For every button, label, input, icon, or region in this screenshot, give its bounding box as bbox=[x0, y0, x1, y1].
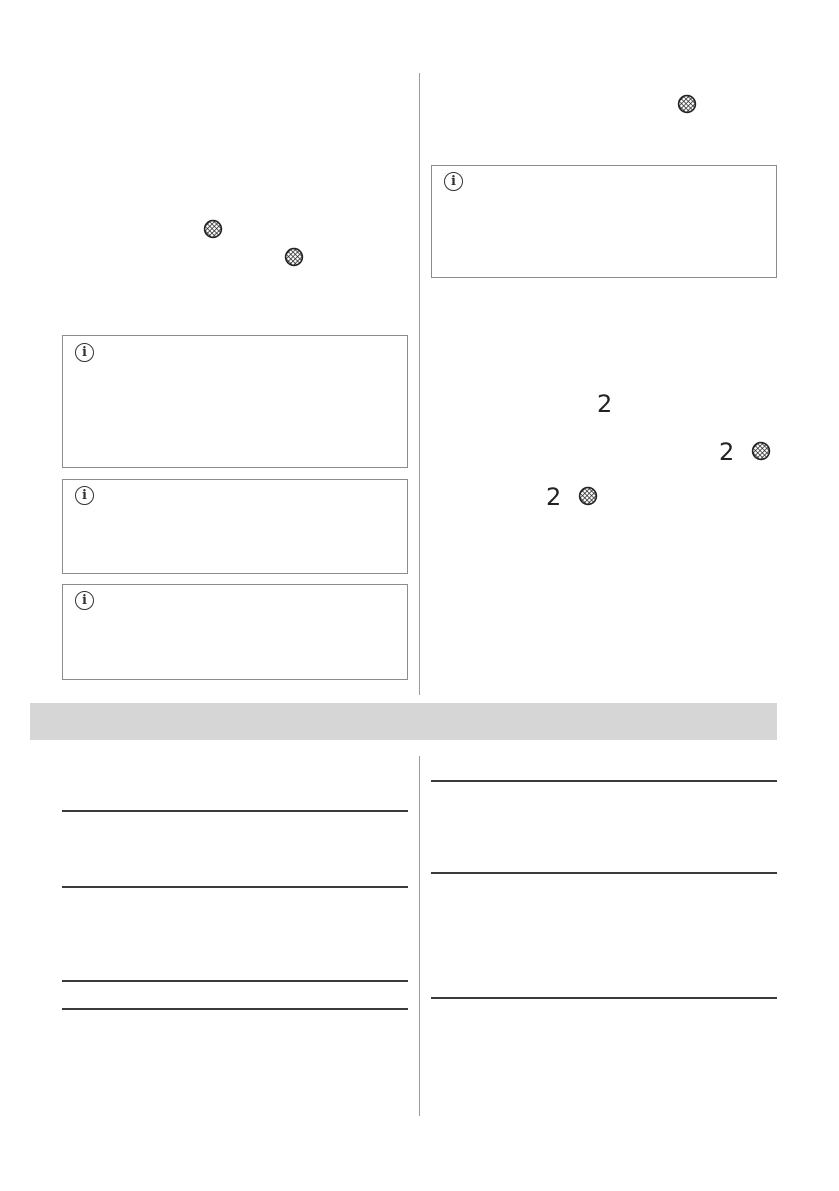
table-rule bbox=[62, 886, 408, 888]
step-number-2: 2 bbox=[546, 483, 562, 511]
cross-hatched-circle-icon bbox=[578, 486, 598, 506]
info-circle-icon: i bbox=[75, 343, 94, 362]
step-number-2: 2 bbox=[597, 390, 613, 418]
cross-hatched-circle-icon bbox=[284, 247, 304, 267]
column-divider-bottom bbox=[419, 756, 420, 1116]
info-circle-icon: i bbox=[75, 591, 94, 610]
cross-hatched-circle-icon bbox=[677, 94, 697, 114]
step-number-2: 2 bbox=[719, 438, 735, 466]
info-circle-icon: i bbox=[444, 172, 463, 191]
table-rule bbox=[431, 780, 777, 782]
section-heading-band bbox=[30, 703, 777, 740]
cross-hatched-circle-icon bbox=[203, 219, 223, 239]
cross-hatched-circle-icon bbox=[751, 441, 771, 461]
info-box-2 bbox=[62, 479, 408, 574]
info-box-4 bbox=[431, 165, 777, 278]
table-rule bbox=[62, 980, 408, 982]
table-rule bbox=[62, 1008, 408, 1010]
table-rule bbox=[431, 997, 777, 999]
table-rule bbox=[431, 872, 777, 874]
info-box-3 bbox=[62, 584, 408, 680]
info-circle-icon: i bbox=[75, 486, 94, 505]
table-rule bbox=[62, 810, 408, 812]
column-divider-top bbox=[419, 73, 420, 695]
info-box-1 bbox=[62, 335, 408, 468]
